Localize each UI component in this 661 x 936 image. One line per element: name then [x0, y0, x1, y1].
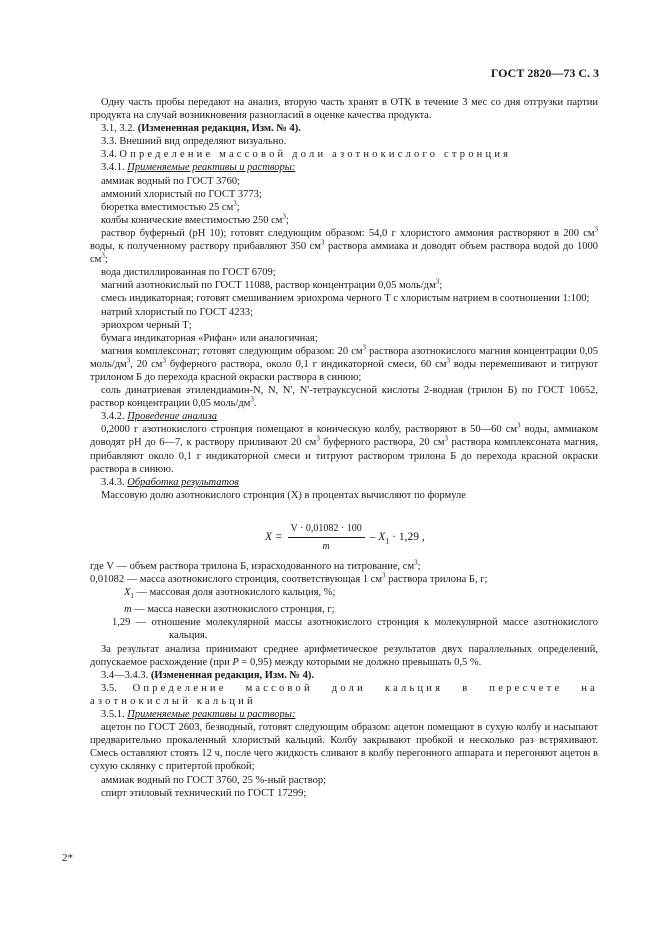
reagent-item: аммоний хлористый по ГОСТ 3773; [101, 188, 262, 200]
section-heading: 3.5. Определение массовой доли кальция в пересчете на азотнокислый кальций [90, 682, 598, 707]
reagent-item: бюретка вместимостью 25 $см^3$; [101, 199, 240, 213]
reagent-item: раствор буферный (pH 10); готовят следующим образом: 54,0 г хлористого аммония растворяют в 200 $см^3$ воды, к полученному раствору прибавляют 350 $см^3$ раствора аммиака и доводят объем раствора водой до 1000 $см^3$; [90, 225, 598, 266]
formula-lhs: X = [265, 531, 283, 544]
formula-subscript: 1 [385, 536, 390, 546]
formula-tail: · 1,29 , [389, 531, 425, 544]
page-content [90, 96, 598, 800]
paragraph: Массовую долю азотнокислого стронция (X) в процентах вычисляют по формуле [101, 489, 466, 501]
page-footer-mark: 2* [62, 852, 73, 864]
formula-term: – X [369, 531, 386, 544]
reagent-item: натрий хлористый по ГОСТ 4233; [101, 306, 253, 318]
definition-item: $X_1$ — массовая доля азотнокислого кальция, %; [124, 587, 336, 601]
reagent-item: бумага индикаторная «Рифан» или аналогичная; [101, 332, 318, 344]
paragraph: 3.3. Внешний вид определяют визуально. [101, 136, 287, 148]
formula-fraction [288, 522, 365, 553]
reagent-item: спирт этиловый технический по ГОСТ 17299; [101, 787, 307, 799]
reagent-item: аммиак водный по ГОСТ 3760, 25 %-ный раствор; [101, 774, 327, 786]
subsection-heading: 3.4.1. Применяемые реактивы и растворы: [101, 162, 296, 174]
reagent-item: вода дистиллированная по ГОСТ 6709; [101, 267, 276, 279]
section-heading: 3.4. Определение массовой доли азотнокислого стронция [101, 149, 512, 161]
reagent-item: колбы конические вместимостью 250 $см^3$; [101, 212, 289, 226]
paragraph: 3.1, 3.2. (Измененная редакция, Изм. № 4). [101, 123, 301, 135]
reagent-item: эриохром черный Т; [101, 319, 192, 331]
reagent-item: соль динатриевая этилендиамин-N, N, N', N'-тетрауксусной кислоты 2-водная (трилон Б) по ГОСТ 10652, раствор концентрации 0,05 моль/$дм^3$. [90, 385, 598, 410]
formula-expression [265, 522, 425, 553]
definition-item: где V — объем раствора трилона Б, израсходованного на титрование, $см^3$; [90, 558, 421, 572]
subsection-heading: 3.4.3. Обработка результатов [101, 476, 239, 488]
subsection-heading: 3.5.1. Применяемые реактивы и растворы: [101, 709, 296, 721]
reagent-item: ацетон по ГОСТ 2603, безводный, готовят следующим образом: ацетон помещают в сухую колбу и насыпают предварительно прокаленный хлористый кальций. Колбу закрывают пробкой и несколько раз встряхивают. Смесь оставляют стоять 12 ч, после чего жидкость сливают в колбу перегонного аппарата и перегоняют ацетон в сухую склянку с притертой пробкой; [90, 722, 598, 773]
formula [90, 502, 598, 560]
reagent-item: магний азотнокислый по ГОСТ 11088, раствор концентрации 0,05 моль/$дм^3$; [101, 277, 443, 292]
paragraph: За результат анализа принимают среднее арифметическое результатов двух параллельных определений, допускаемое расхождение (при P = 0,95) между которыми не должно превышать 0,5 %. [90, 643, 598, 668]
formula-denominator: m [322, 541, 330, 552]
subsection-heading: 3.4.2. Проведение анализа [101, 411, 218, 423]
reagent-item: смесь индикаторная; готовят смешиванием эриохрома черного Т с хлористым натрием в соотношении 1:100; [101, 293, 590, 305]
definition-item: 1,29 — отношение молекулярной массы азотнокислого стронция к молекулярной массе азотнокислого кальция. [112, 617, 598, 642]
formula-numerator: V · 0,01082 · 100 [288, 522, 365, 538]
definition-item: m — масса навески азотнокислого стронция, г; [124, 604, 335, 616]
page-header: ГОСТ 2820—73 С. 3 [490, 66, 599, 80]
definition-item: 0,01082 — масса азотнокислого стронция, соответствующая 1 $см^3$ раствора трилона Б, г; [90, 571, 488, 585]
formula-definitions [90, 560, 598, 643]
paragraph: Одну часть пробы передают на анализ, вторую часть хранят в ОТК в течение 3 мес со дня отгрузки партии продукта на случай возникновения разногласий в оценке качества продукта. [90, 97, 598, 122]
amendment-note: (Измененная редакция, Изм. № 4). [137, 123, 301, 135]
reagent-item: аммиак водный по ГОСТ 3760; [101, 175, 241, 187]
paragraph: 0,2000 г азотнокислого стронция помещают в коническую колбу, растворяют в 50—60 $см^3$ воды, аммиаком доводят pH до 6—7, к раствору приливают 20 $см^3$ буферного раствора, 20 $см^3$ раствора комплексоната магния, прибавляют около 0,1 г индикаторной смеси и титруют раствором трилона Б до перехода красной окраски раствора в синюю. [90, 421, 599, 475]
amendment-note: (Измененная редакция, Изм. № 4). [150, 669, 314, 681]
reagent-item: магния комплексонат; готовят следующим образом: 20 $см^3$ раствора азотнокислого магния концентрации 0,05 моль/$дм^3$, 20 $см^3$ буферного раствора, около 0,1 г индикаторной смеси, 60 $см^3$ воды перемешивают и титруют трилоном Б до перехода красной окраски раствора в синюю; [90, 343, 599, 383]
paragraph: 3.4—3.4.3. (Измененная редакция, Изм. № 4). [101, 669, 314, 681]
